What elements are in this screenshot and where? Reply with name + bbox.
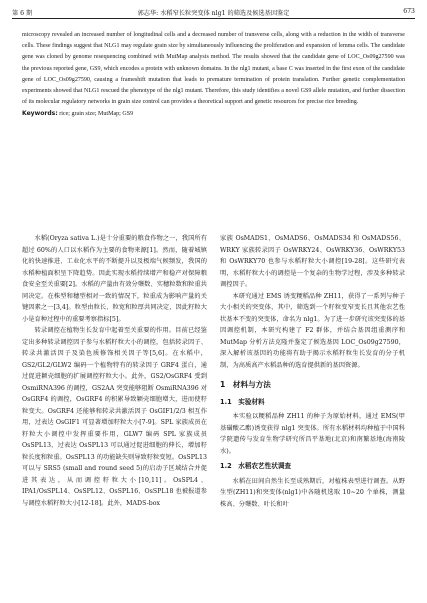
- right-column: [220, 233, 405, 510]
- intro-paragraph-1: 水稻(Oryza sativa L.)是十分重要的粮食作物之一，我国所有超过 60%的人口以水稻作为主要的食物来源[1]。然而，随着城镇化的快速推进、工业化水平的不断提升以及极端气候频发，我国的水稻种植面积呈下降趋势。因此实现水稻持续增产和稳产对保障粮食安全至关重要[2]。水稻的产量由有效分蘖数、实穗粒数和粒重共同决定。在株型和穗型相对一致的情况下，粒重成为影响产量的关键因素之一[3,4]。粒型由粒长、粒宽和粒厚共同决定，因此籽粒大小是育种过程中的重要考察指标[5]。: [22, 235, 207, 323]
- keywords-label: Keywords:: [22, 110, 58, 118]
- subsection-heading-1-2: 1.2 水稻农艺性状调查: [220, 462, 292, 470]
- abstract-block: [22, 30, 405, 121]
- subsection-heading-1-1: 1.1 实验材料: [220, 397, 265, 406]
- intro-paragraph-3: 家族 OsMADS1、OsMADS6、OsMADS34 和 OsMADS56、WRKY 家族转录因子 OsWRKY24、OsWRKY36、OsWRKY53 和 OsWRKY70 也参与水稻籽粒大小调控[19-28]。这些研究表明，水稻籽粒大小的调控是一个复杂的生物学过程，涉及多种转录调控因子。: [220, 235, 405, 288]
- subsection-1-2-text: 水稻在田间自然生长至成熟期后，对植株表型进行调查。从野生型(ZH11)和突变体(nlg1)中各随机选取 10~20 个单株，测量株高、分蘖数、叶长和叶: [220, 477, 405, 508]
- keywords-line: [22, 108, 405, 120]
- intro-paragraph-2: 转录调控在植物生长发育中起着至关重要的作用。目前已经鉴定出多种转录调控因子参与水稻籽粒大小的调控，包括转录因子、转录共激活因子及染色质修饰相关因子等[5,6]。在水稻中，GS2/GL2/GLW2 编码一个植物特有的转录因子 GRF4 蛋白，通过促进颖壳细胞的扩展调控籽粒大小。此外，GS2/OsGRF4 受到 OsmiRNA396 的调控，GS2AA 突变能够阻断 OsmiRNA396 对 OsGRF4 的调控，OsGRF4 的积累导致颖壳细胞增大，进而使籽粒变大。OsGRF4 还能够和转录共激活因子 OsGIF1/2/3 相互作用，过表达 OsGIF1 可显著增加籽粒大小[7-9]。SPL 家族成员在籽粒大小调控中发挥重要作用，GLW7 编码 SPL 家族成员 OsSPL13，过表达 OsSPL13 可以通过促进细胞的伸长，增加籽粒长度和粒重。OsSPL13 的功能缺失则导致籽粒变短。OsSPL13 可以与 SRS5 (small and round seed 5)的启动子区域结合并促进其表达，从而调控籽粒大小[10,11]。OsSPL4、IPA1/OsSPL14、OsSPL12、OsSPL16、OsSPL18 也被报道参与调控水稻籽粒大小[12-18]。此外，MADS-box: [22, 327, 207, 507]
- subsection-1-1-text: 本实验以粳稻品种 ZH11 的种子为原始材料，通过 EMS(甲基磺酸乙酯)诱变获得 nlg1 突变体。所有水稻材料均种植于中国科学院遗传与发育生物学研究所昌平基地(北京)和南繁基地(海南陵水)。: [220, 413, 405, 455]
- page-number: 673: [403, 8, 415, 15]
- intro-paragraph-4: 本研究通过 EMS 诱变粳稻品种 ZH11，获得了一系列与种子大小相关的突变体，其中，筛选到一个籽粒变窄变长且其他农艺性状基本不变的突变体，命名为 nlg1。为了进一步研究该突变体的基因调控机制，本研究构建了 F2 群体，并结合基因组重测序和 MutMap 分析方法克隆并鉴定了候选基因 LOC_Os09g27590，深入解析该基因的功能将有助于揭示水稻籽粒生长发育的分子机制，为高质高产水稻品种的选育提供新的基因资源。: [220, 292, 405, 369]
- section-heading-materials: 1 材料与方法: [220, 380, 271, 389]
- running-header: [12, 6, 415, 19]
- keywords-text: rice; grain size; MutMap; GS9: [57, 111, 134, 118]
- running-title: 郭志华: 水稻窄长粒突变体 nlg1 的筛选及候选基因鉴定: [137, 10, 290, 17]
- issue-number: 第 6 期: [12, 10, 33, 17]
- abstract-text: microscopy revealed an increased number of longitudinal cells and a decreased number of transverse cells, along with a reduction in the width of transverse cells. These findings suggest that NLG1 may regulate grain size by simultaneously influencing the proliferation and expansion of lemma cells. The candidate gene was cloned by genome resequencing combined with MutMap analysis method. The results showed that the candidate gene of LOC_Os09g27590 was the previous reported gene, GS9, which encodes a protein with unknown domains. In the nlg1 mutant, a base C was inserted in the first exon of the candidate gene of LOC_Os09g27590, causing a frameshift mutation that leads to premature termination of protein translation. Further genetic complementation experiments showed that NLG1 rescued the phenotype of the nlg1 mutant. Therefore, this study identifies a novel GS9 allele mutation, and further dissection of its molecular regulatory networks in grain size control can provides a theoretical support and genetic resources for precise rice breeding.: [22, 32, 405, 106]
- left-column: [22, 233, 207, 509]
